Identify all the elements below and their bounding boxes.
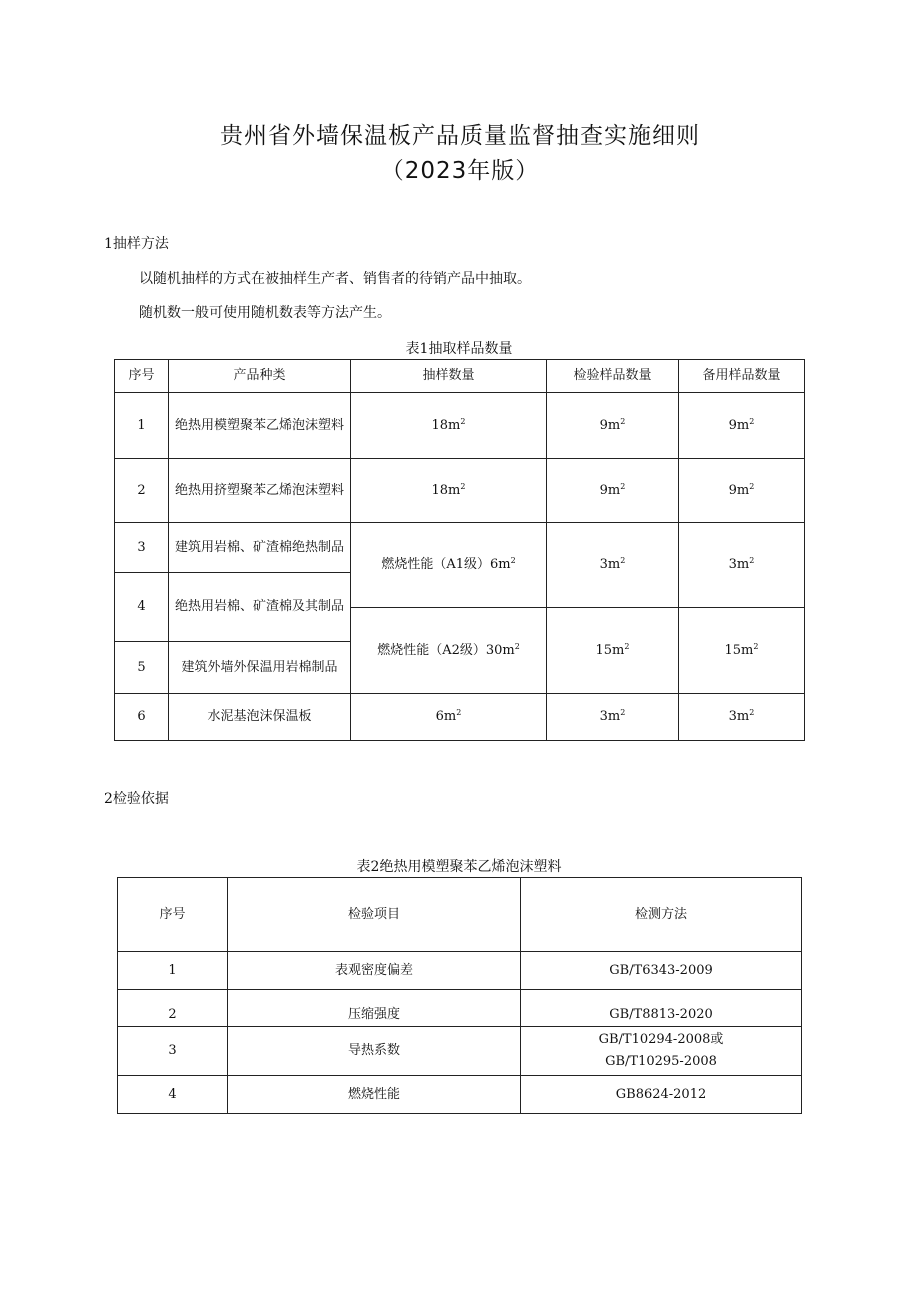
table-header-row xyxy=(115,360,805,393)
table-row xyxy=(118,1027,802,1076)
product-type: 绝热用挤塑聚苯乙烯泡沫塑料 xyxy=(169,459,351,523)
test-sample-quantity-a1: $3m^2$ xyxy=(547,523,679,608)
row-number: 3 xyxy=(115,523,169,573)
section-2-heading: 2检验依据 xyxy=(104,791,169,807)
table-row xyxy=(115,523,805,573)
header-cell: 检验样品数量 xyxy=(547,360,679,393)
inspection-basis-table xyxy=(117,877,802,1114)
sample-quantity-table xyxy=(114,359,805,741)
table-row xyxy=(115,694,805,741)
table-2-caption: 表2绝热用模塑聚苯乙烯泡沫塑料 xyxy=(356,859,562,875)
test-sample-quantity-a2: $15m^2$ xyxy=(547,608,679,694)
backup-sample-quantity: $9m^2$ xyxy=(679,393,805,459)
row-number: 5 xyxy=(115,642,169,694)
row-number: 3 xyxy=(118,1027,228,1076)
row-number: 6 xyxy=(115,694,169,741)
test-method: GB8624-2012 xyxy=(521,1076,802,1114)
section-1-paragraph-2: 随机数一般可使用随机数表等方法产生。 xyxy=(139,305,391,321)
table-row xyxy=(118,990,802,1027)
row-number: 1 xyxy=(118,952,228,990)
product-type: 绝热用模塑聚苯乙烯泡沫塑料 xyxy=(169,393,351,459)
section-1-paragraph-1: 以随机抽样的方式在被抽样生产者、销售者的待销产品中抽取。 xyxy=(139,271,531,287)
table-1-caption: 表1抽取样品数量 xyxy=(405,341,513,357)
backup-sample-quantity: $3m^2$ xyxy=(679,694,805,741)
header-cell: 抽样数量 xyxy=(351,360,547,393)
test-method: GB/T10294-2008或 GB/T10295-2008 xyxy=(521,1027,802,1076)
row-number: 1 xyxy=(115,393,169,459)
inspection-item: 表观密度偏差 xyxy=(228,952,521,990)
product-type: 水泥基泡沫保温板 xyxy=(169,694,351,741)
row-number: 2 xyxy=(115,459,169,523)
table-row xyxy=(115,393,805,459)
sample-quantity-a1: 燃烧性能（A1级）$6m^2$ xyxy=(351,523,547,608)
test-sample-quantity: $9m^2$ xyxy=(547,459,679,523)
header-cell: 序号 xyxy=(115,360,169,393)
backup-sample-quantity: $9m^2$ xyxy=(679,459,805,523)
table-row xyxy=(118,952,802,990)
inspection-item: 燃烧性能 xyxy=(228,1076,521,1114)
inspection-item: 导热系数 xyxy=(228,1027,521,1076)
backup-sample-quantity-a1: $3m^2$ xyxy=(679,523,805,608)
header-cell: 备用样品数量 xyxy=(679,360,805,393)
header-cell: 检验项目 xyxy=(228,878,521,952)
product-type: 建筑外墙外保温用岩棉制品 xyxy=(169,642,351,694)
product-type: 建筑用岩棉、矿渣棉绝热制品 xyxy=(169,523,351,573)
section-1-heading: 1抽样方法 xyxy=(104,236,169,252)
table-row xyxy=(115,459,805,523)
sample-quantity: $18m^2$ xyxy=(351,393,547,459)
inspection-item: 压缩强度 xyxy=(228,990,521,1027)
row-number: 4 xyxy=(115,573,169,642)
test-method: GB/T6343-2009 xyxy=(521,952,802,990)
table-row xyxy=(118,1076,802,1114)
backup-sample-quantity-a2: $15m^2$ xyxy=(679,608,805,694)
header-cell: 检测方法 xyxy=(521,878,802,952)
table-header-row xyxy=(118,878,802,952)
row-number: 2 xyxy=(118,990,228,1027)
sample-quantity: $6m^2$ xyxy=(351,694,547,741)
test-sample-quantity: $9m^2$ xyxy=(547,393,679,459)
header-cell: 序号 xyxy=(118,878,228,952)
product-type: 绝热用岩棉、矿渣棉及其制品 xyxy=(169,573,351,642)
test-sample-quantity: $3m^2$ xyxy=(547,694,679,741)
row-number: 4 xyxy=(118,1076,228,1114)
sample-quantity: $18m^2$ xyxy=(351,459,547,523)
test-method: GB/T8813-2020 xyxy=(521,990,802,1027)
document-subtitle: （2023年版） xyxy=(380,158,540,184)
sample-quantity-a2: 燃烧性能（A2级）$30m^2$ xyxy=(351,608,547,694)
document-title: 贵州省外墙保温板产品质量监督抽查实施细则 xyxy=(220,123,700,149)
header-cell: 产品种类 xyxy=(169,360,351,393)
